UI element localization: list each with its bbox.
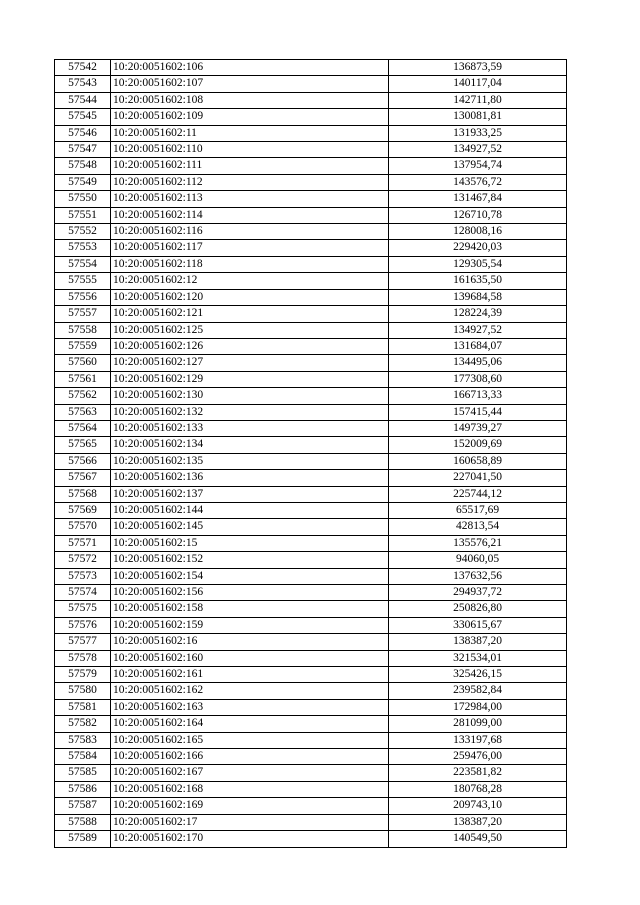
row-number-cell: 57565 xyxy=(55,437,111,453)
row-number-cell: 57576 xyxy=(55,617,111,633)
cadastral-value-cell: 128224,39 xyxy=(389,306,567,322)
cadastral-number-cell: 10:20:0051602:170 xyxy=(111,831,389,847)
cadastral-value-cell: 180768,28 xyxy=(389,781,567,797)
table-row xyxy=(55,355,567,371)
cadastral-number-cell: 10:20:0051602:145 xyxy=(111,519,389,535)
cadastral-value-cell: 321534,01 xyxy=(389,650,567,666)
cadastral-number-cell: 10:20:0051602:144 xyxy=(111,502,389,518)
table-row xyxy=(55,568,567,584)
table-row xyxy=(55,781,567,797)
row-number-cell: 57563 xyxy=(55,404,111,420)
cadastral-number-cell: 10:20:0051602:113 xyxy=(111,191,389,207)
cadastral-value-cell: 129305,54 xyxy=(389,256,567,272)
cadastral-number-cell: 10:20:0051602:12 xyxy=(111,273,389,289)
cadastral-value-cell: 157415,44 xyxy=(389,404,567,420)
table-row xyxy=(55,535,567,551)
table-row xyxy=(55,617,567,633)
row-number-cell: 57560 xyxy=(55,355,111,371)
table-row xyxy=(55,634,567,650)
table-row xyxy=(55,224,567,240)
row-number-cell: 57572 xyxy=(55,552,111,568)
row-number-cell: 57546 xyxy=(55,125,111,141)
cadastral-number-cell: 10:20:0051602:132 xyxy=(111,404,389,420)
cadastral-value-cell: 142711,80 xyxy=(389,92,567,108)
cadastral-number-cell: 10:20:0051602:168 xyxy=(111,781,389,797)
table-row xyxy=(55,552,567,568)
cadastral-value-cell: 136873,59 xyxy=(389,60,567,76)
cadastral-number-cell: 10:20:0051602:163 xyxy=(111,699,389,715)
table-row xyxy=(55,716,567,732)
cadastral-number-cell: 10:20:0051602:121 xyxy=(111,306,389,322)
row-number-cell: 57564 xyxy=(55,420,111,436)
row-number-cell: 57551 xyxy=(55,207,111,223)
table-row xyxy=(55,142,567,158)
row-number-cell: 57582 xyxy=(55,716,111,732)
row-number-cell: 57547 xyxy=(55,142,111,158)
cadastral-number-cell: 10:20:0051602:161 xyxy=(111,667,389,683)
table-row xyxy=(55,158,567,174)
cadastral-number-cell: 10:20:0051602:116 xyxy=(111,224,389,240)
row-number-cell: 57552 xyxy=(55,224,111,240)
row-number-cell: 57543 xyxy=(55,76,111,92)
row-number-cell: 57573 xyxy=(55,568,111,584)
row-number-cell: 57585 xyxy=(55,765,111,781)
table-row xyxy=(55,667,567,683)
cadastral-number-cell: 10:20:0051602:117 xyxy=(111,240,389,256)
table-row xyxy=(55,437,567,453)
row-number-cell: 57577 xyxy=(55,634,111,650)
cadastral-value-cell: 160658,89 xyxy=(389,453,567,469)
row-number-cell: 57588 xyxy=(55,814,111,830)
cadastral-value-table xyxy=(54,59,567,848)
row-number-cell: 57581 xyxy=(55,699,111,715)
table-row xyxy=(55,519,567,535)
row-number-cell: 57549 xyxy=(55,174,111,190)
cadastral-number-cell: 10:20:0051602:118 xyxy=(111,256,389,272)
cadastral-value-cell: 209743,10 xyxy=(389,798,567,814)
row-number-cell: 57568 xyxy=(55,486,111,502)
cadastral-value-cell: 152009,69 xyxy=(389,437,567,453)
cadastral-value-cell: 134495,06 xyxy=(389,355,567,371)
row-number-cell: 57544 xyxy=(55,92,111,108)
cadastral-value-cell: 133197,68 xyxy=(389,732,567,748)
cadastral-number-cell: 10:20:0051602:114 xyxy=(111,207,389,223)
table-row xyxy=(55,76,567,92)
cadastral-value-cell: 177308,60 xyxy=(389,371,567,387)
cadastral-value-cell: 131933,25 xyxy=(389,125,567,141)
table-row xyxy=(55,109,567,125)
table-row xyxy=(55,585,567,601)
row-number-cell: 57554 xyxy=(55,256,111,272)
cadastral-number-cell: 10:20:0051602:109 xyxy=(111,109,389,125)
cadastral-value-cell: 223581,82 xyxy=(389,765,567,781)
table-row xyxy=(55,388,567,404)
table-row xyxy=(55,371,567,387)
table-row xyxy=(55,470,567,486)
cadastral-value-cell: 325426,15 xyxy=(389,667,567,683)
cadastral-value-cell: 134927,52 xyxy=(389,322,567,338)
cadastral-value-cell: 94060,05 xyxy=(389,552,567,568)
cadastral-value-cell: 135576,21 xyxy=(389,535,567,551)
cadastral-value-cell: 138387,20 xyxy=(389,634,567,650)
cadastral-value-cell: 330615,67 xyxy=(389,617,567,633)
table-row xyxy=(55,601,567,617)
table-row xyxy=(55,732,567,748)
row-number-cell: 57562 xyxy=(55,388,111,404)
cadastral-value-cell: 140549,50 xyxy=(389,831,567,847)
cadastral-number-cell: 10:20:0051602:159 xyxy=(111,617,389,633)
cadastral-value-cell: 239582,84 xyxy=(389,683,567,699)
row-number-cell: 57571 xyxy=(55,535,111,551)
cadastral-number-cell: 10:20:0051602:135 xyxy=(111,453,389,469)
cadastral-number-cell: 10:20:0051602:106 xyxy=(111,60,389,76)
cadastral-value-cell: 138387,20 xyxy=(389,814,567,830)
row-number-cell: 57583 xyxy=(55,732,111,748)
cadastral-number-cell: 10:20:0051602:127 xyxy=(111,355,389,371)
cadastral-number-cell: 10:20:0051602:110 xyxy=(111,142,389,158)
table-row xyxy=(55,765,567,781)
cadastral-number-cell: 10:20:0051602:130 xyxy=(111,388,389,404)
row-number-cell: 57557 xyxy=(55,306,111,322)
row-number-cell: 57586 xyxy=(55,781,111,797)
row-number-cell: 57542 xyxy=(55,60,111,76)
table-row xyxy=(55,502,567,518)
cadastral-value-cell: 227041,50 xyxy=(389,470,567,486)
table-row xyxy=(55,749,567,765)
cadastral-number-cell: 10:20:0051602:107 xyxy=(111,76,389,92)
row-number-cell: 57561 xyxy=(55,371,111,387)
table-row xyxy=(55,207,567,223)
cadastral-value-cell: 229420,03 xyxy=(389,240,567,256)
row-number-cell: 57545 xyxy=(55,109,111,125)
cadastral-number-cell: 10:20:0051602:126 xyxy=(111,338,389,354)
cadastral-number-cell: 10:20:0051602:137 xyxy=(111,486,389,502)
cadastral-value-cell: 130081,81 xyxy=(389,109,567,125)
cadastral-number-cell: 10:20:0051602:160 xyxy=(111,650,389,666)
cadastral-value-cell: 140117,04 xyxy=(389,76,567,92)
cadastral-value-cell: 281099,00 xyxy=(389,716,567,732)
table-row xyxy=(55,798,567,814)
cadastral-number-cell: 10:20:0051602:169 xyxy=(111,798,389,814)
cadastral-number-cell: 10:20:0051602:11 xyxy=(111,125,389,141)
row-number-cell: 57555 xyxy=(55,273,111,289)
table-row xyxy=(55,306,567,322)
cadastral-number-cell: 10:20:0051602:136 xyxy=(111,470,389,486)
row-number-cell: 57559 xyxy=(55,338,111,354)
cadastral-number-cell: 10:20:0051602:120 xyxy=(111,289,389,305)
table-row xyxy=(55,60,567,76)
cadastral-number-cell: 10:20:0051602:133 xyxy=(111,420,389,436)
table-row xyxy=(55,256,567,272)
row-number-cell: 57584 xyxy=(55,749,111,765)
row-number-cell: 57580 xyxy=(55,683,111,699)
cadastral-value-cell: 65517,69 xyxy=(389,502,567,518)
table-row xyxy=(55,683,567,699)
cadastral-value-cell: 134927,52 xyxy=(389,142,567,158)
table-row xyxy=(55,650,567,666)
table-row xyxy=(55,289,567,305)
row-number-cell: 57570 xyxy=(55,519,111,535)
cadastral-value-cell: 143576,72 xyxy=(389,174,567,190)
row-number-cell: 57567 xyxy=(55,470,111,486)
table-body xyxy=(55,60,567,848)
cadastral-value-cell: 139684,58 xyxy=(389,289,567,305)
cadastral-number-cell: 10:20:0051602:167 xyxy=(111,765,389,781)
cadastral-number-cell: 10:20:0051602:17 xyxy=(111,814,389,830)
cadastral-number-cell: 10:20:0051602:162 xyxy=(111,683,389,699)
cadastral-number-cell: 10:20:0051602:164 xyxy=(111,716,389,732)
row-number-cell: 57589 xyxy=(55,831,111,847)
cadastral-value-cell: 131467,84 xyxy=(389,191,567,207)
cadastral-number-cell: 10:20:0051602:129 xyxy=(111,371,389,387)
table-row xyxy=(55,273,567,289)
table-row xyxy=(55,92,567,108)
cadastral-value-cell: 250826,80 xyxy=(389,601,567,617)
table-row xyxy=(55,240,567,256)
table-row xyxy=(55,174,567,190)
cadastral-value-cell: 149739,27 xyxy=(389,420,567,436)
cadastral-number-cell: 10:20:0051602:158 xyxy=(111,601,389,617)
cadastral-number-cell: 10:20:0051602:111 xyxy=(111,158,389,174)
table-row xyxy=(55,486,567,502)
cadastral-number-cell: 10:20:0051602:165 xyxy=(111,732,389,748)
row-number-cell: 57578 xyxy=(55,650,111,666)
row-number-cell: 57574 xyxy=(55,585,111,601)
cadastral-number-cell: 10:20:0051602:134 xyxy=(111,437,389,453)
row-number-cell: 57587 xyxy=(55,798,111,814)
row-number-cell: 57566 xyxy=(55,453,111,469)
cadastral-number-cell: 10:20:0051602:154 xyxy=(111,568,389,584)
cadastral-number-cell: 10:20:0051602:108 xyxy=(111,92,389,108)
table-row xyxy=(55,453,567,469)
row-number-cell: 57579 xyxy=(55,667,111,683)
row-number-cell: 57558 xyxy=(55,322,111,338)
row-number-cell: 57575 xyxy=(55,601,111,617)
cadastral-number-cell: 10:20:0051602:112 xyxy=(111,174,389,190)
row-number-cell: 57569 xyxy=(55,502,111,518)
cadastral-value-cell: 166713,33 xyxy=(389,388,567,404)
cadastral-value-cell: 126710,78 xyxy=(389,207,567,223)
cadastral-value-cell: 42813,54 xyxy=(389,519,567,535)
cadastral-value-cell: 294937,72 xyxy=(389,585,567,601)
cadastral-value-cell: 225744,12 xyxy=(389,486,567,502)
cadastral-value-cell: 131684,07 xyxy=(389,338,567,354)
cadastral-number-cell: 10:20:0051602:152 xyxy=(111,552,389,568)
cadastral-number-cell: 10:20:0051602:16 xyxy=(111,634,389,650)
table-row xyxy=(55,322,567,338)
table-row xyxy=(55,125,567,141)
table-row xyxy=(55,420,567,436)
row-number-cell: 57556 xyxy=(55,289,111,305)
cadastral-value-cell: 259476,00 xyxy=(389,749,567,765)
cadastral-number-cell: 10:20:0051602:156 xyxy=(111,585,389,601)
cadastral-number-cell: 10:20:0051602:166 xyxy=(111,749,389,765)
table-row xyxy=(55,814,567,830)
table-row xyxy=(55,699,567,715)
cadastral-value-cell: 137954,74 xyxy=(389,158,567,174)
cadastral-number-cell: 10:20:0051602:15 xyxy=(111,535,389,551)
cadastral-value-cell: 128008,16 xyxy=(389,224,567,240)
row-number-cell: 57548 xyxy=(55,158,111,174)
cadastral-value-cell: 137632,56 xyxy=(389,568,567,584)
row-number-cell: 57553 xyxy=(55,240,111,256)
table-row xyxy=(55,404,567,420)
cadastral-value-cell: 172984,00 xyxy=(389,699,567,715)
table-row xyxy=(55,831,567,847)
cadastral-value-cell: 161635,50 xyxy=(389,273,567,289)
table-row xyxy=(55,191,567,207)
table-row xyxy=(55,338,567,354)
row-number-cell: 57550 xyxy=(55,191,111,207)
cadastral-number-cell: 10:20:0051602:125 xyxy=(111,322,389,338)
